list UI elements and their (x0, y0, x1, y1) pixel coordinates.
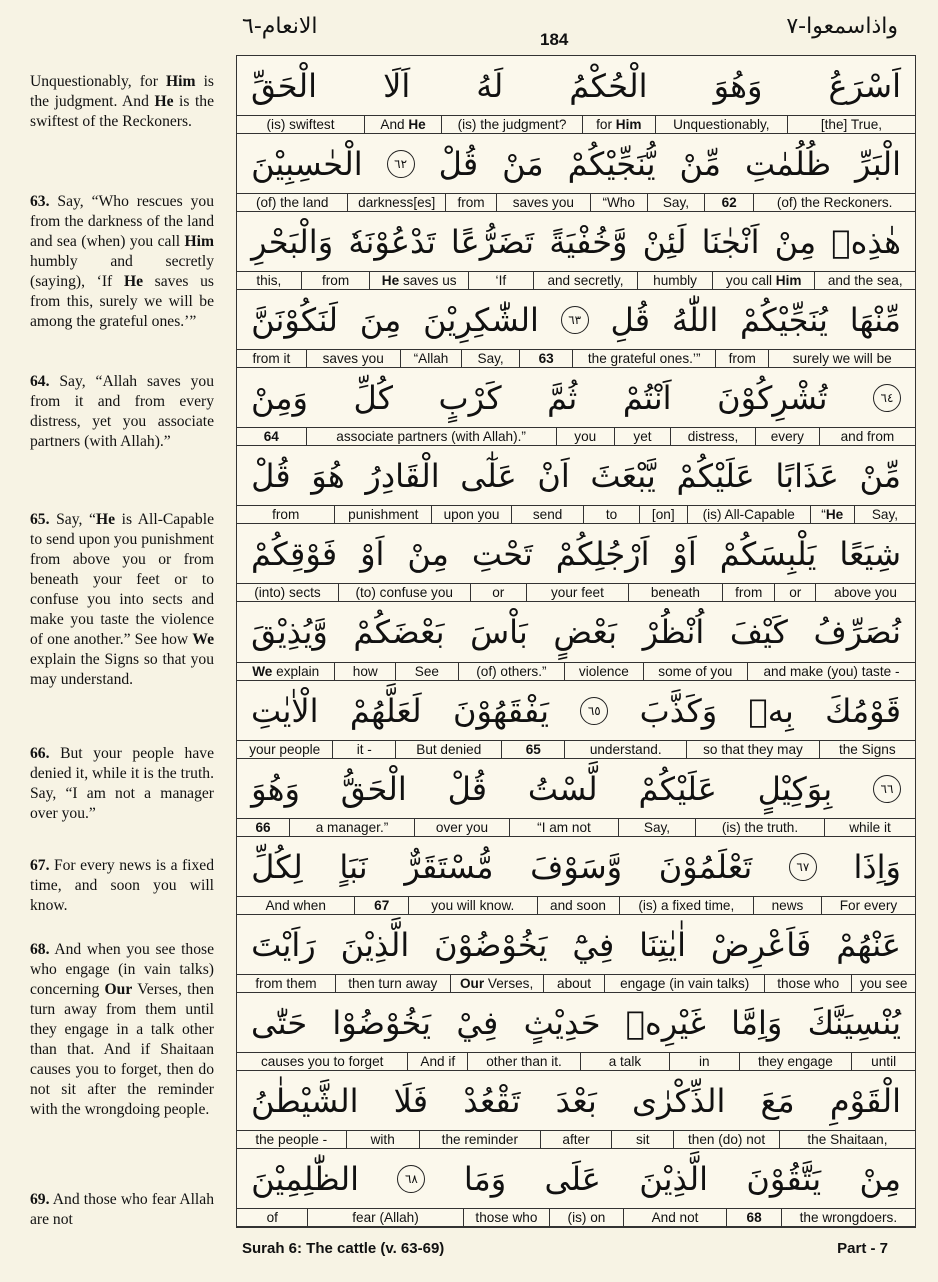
translation-cell: from (722, 584, 774, 601)
arabic-word: لَعَلَّهُمْ (349, 691, 422, 730)
arabic-line (237, 528, 915, 580)
arabic-line (237, 919, 915, 971)
verse-number: 67. (30, 857, 50, 874)
arabic-word: وَالْبَحْرِ (251, 223, 334, 262)
arabic-word: فَلَا (393, 1081, 429, 1120)
translation-cell: and secretly, (533, 272, 638, 289)
arabic-line (237, 606, 915, 658)
arabic-word: فِيْ (456, 1003, 499, 1042)
translation-line (237, 427, 915, 446)
verse-number-cell: 63 (519, 350, 573, 367)
arabic-word: مِّنْ (679, 145, 722, 184)
verse-number: 65. (30, 511, 50, 528)
translation-line (237, 818, 915, 837)
translation-cell: or (470, 584, 526, 601)
arabic-word: عَذَابًا (775, 457, 839, 496)
translation-cell: a talk (580, 1053, 669, 1070)
verse-marker: ٦٢ (387, 150, 415, 178)
translation-cell: with (346, 1131, 419, 1148)
arabic-word: الْحُكْمُ (569, 67, 648, 105)
verse-number-cell: 68 (726, 1209, 780, 1226)
arabic-word: كَيْفَ (729, 613, 788, 652)
verse-row (237, 1149, 915, 1227)
arabic-line (237, 763, 915, 815)
arabic-word: كُلِّ (353, 379, 393, 418)
translation-cell: the Signs (819, 741, 915, 758)
arabic-word: مِنَ (359, 301, 402, 340)
translation-cell: Unquestionably, (655, 116, 787, 133)
word-by-word-grid (236, 55, 916, 1228)
translation-cell: how (334, 663, 395, 680)
arabic-word: ظُلُمٰتِ (745, 145, 832, 184)
translation-cell: every (755, 428, 819, 445)
translation-cell: engage (in vain talks) (604, 975, 764, 992)
translation-cell: saves you (496, 194, 589, 211)
translation-cell: news (753, 897, 821, 914)
arabic-word: تَقْعُدْ (463, 1081, 521, 1120)
verse-number-cell: 66 (255, 819, 271, 835)
arabic-word: كَرْبٍ (438, 379, 502, 418)
verse-number-cell: 62 (704, 194, 753, 211)
translation-cell: beneath (628, 584, 722, 601)
translation-cell: ‘If (468, 272, 533, 289)
arabic-word: قَوْمُكَ (825, 691, 901, 730)
verse-row (237, 56, 915, 134)
arabic-word: اَرْجُلِكُمْ (555, 535, 650, 574)
translation-cell: “I am not (509, 819, 618, 836)
arabic-word: يُّنَجِّيْكُمْ (567, 145, 656, 184)
header-left-arabic: الانعام-٦ (242, 14, 318, 39)
translation-cell: you (556, 428, 614, 445)
arabic-word: يَفْقَهُوْنَ (452, 691, 549, 730)
translation-cell: your feet (526, 584, 628, 601)
translation-cell: associate partners (with Allah).” (306, 428, 556, 445)
arabic-word: قُلِ (610, 301, 651, 340)
arabic-word: عَلٰٓى (460, 457, 517, 496)
verse-row (237, 837, 915, 915)
translation-cell: it - (332, 741, 395, 758)
arabic-word: مِّنْهَا (849, 301, 901, 340)
translation-cell: those who (764, 975, 851, 992)
translation-line (237, 349, 915, 368)
translation-cell: you call Him (712, 272, 815, 289)
translation-cell: and the sea, (814, 272, 915, 289)
translation-cell: (is) on (549, 1209, 622, 1226)
translation-line (237, 974, 915, 993)
arabic-word: عَلَيْكُمْ (676, 457, 755, 496)
translation-cell: from it (252, 351, 291, 367)
arabic-word: اللّٰهُ (671, 301, 719, 340)
arabic-word: يَلْبِسَكُمْ (719, 535, 817, 574)
commentary-paragraph: 64. Say, “Allah saves you from it and from every distress, yet you associate partners (with Allah).” (30, 373, 214, 450)
arabic-word: نُصَرِّفُ (813, 613, 901, 652)
arabic-word: الْحَقِّ (251, 67, 317, 105)
translation-cell: you see (851, 975, 915, 992)
arabic-word: وَاِذَا (853, 847, 901, 886)
translation-cell: Say, (647, 194, 704, 211)
arabic-word: تُشْرِكُوْنَ (717, 379, 828, 418)
arabic-word: اَنْتُمْ (622, 379, 672, 418)
translation-cell: (is) All-Capable (687, 506, 810, 523)
translation-cell: saves you (306, 350, 400, 367)
translation-cell: you will know. (408, 897, 537, 914)
translation-cell: causes you to forget (260, 1053, 384, 1069)
translation-cell: some of you (643, 663, 747, 680)
translation-cell: “He (810, 506, 854, 523)
arabic-word: يَخُوْضُوْنَ (434, 925, 548, 964)
arabic-word: قُلْ (251, 457, 291, 496)
verse-row (237, 212, 915, 290)
arabic-line (237, 450, 915, 502)
translation-cell: (is) the truth. (695, 819, 824, 836)
arabic-word: الظّٰلِمِيْنَ (251, 1159, 360, 1198)
translation-line (237, 740, 915, 759)
translation-cell: And not (623, 1209, 727, 1226)
arabic-line (237, 841, 915, 893)
arabic-word: مِّنْ (859, 457, 901, 496)
translation-cell: other than it. (467, 1053, 580, 1070)
arabic-word: قُلْ (447, 769, 488, 808)
commentary-paragraph: 66. But your people have denied it, while it is the truth. Say, “I am not a manager over you.” (30, 745, 214, 822)
arabic-word: الذِّكْرٰى (631, 1081, 726, 1120)
translation-cell: distress, (670, 428, 755, 445)
arabic-word: مِنْ (407, 535, 449, 574)
arabic-word: غَيْرِهٖ (625, 1003, 706, 1042)
arabic-word: قُلْ (438, 145, 479, 184)
translation-cell: Say, (461, 350, 519, 367)
translation-cell: after (540, 1131, 611, 1148)
arabic-word: تَحْتِ (471, 535, 533, 574)
arabic-word: الْبَرِّ (855, 145, 901, 184)
arabic-word: بَعْضَكُمْ (353, 613, 445, 652)
arabic-word: هُوَ (311, 457, 345, 496)
verse-row (237, 1071, 915, 1149)
arabic-word: يَتَّقُوْنَ (746, 1159, 822, 1198)
arabic-word: الَّذِيْنَ (340, 925, 410, 964)
arabic-word: يَّبْعَثَ (590, 457, 656, 496)
verse-row (237, 759, 915, 837)
translation-cell: (of) others.” (458, 663, 564, 680)
translation-cell: (is) swiftest (266, 117, 335, 133)
arabic-word: اَنْ (537, 457, 570, 496)
arabic-word: رَاَيْتَ (251, 925, 316, 964)
translation-cell: sit (611, 1131, 673, 1148)
commentary-paragraph: 67. For every news is a fixed time, and soon you will know. (30, 857, 214, 914)
verse-row (237, 602, 915, 680)
arabic-word: وَاِمَّا (731, 1003, 783, 1042)
translation-cell: to (583, 506, 639, 523)
translation-cell: For every (821, 897, 915, 914)
verse-marker: ٦٦ (873, 775, 901, 803)
translation-line (237, 115, 915, 134)
translation-cell: they engage (739, 1053, 852, 1070)
arabic-word: اَوْ (672, 535, 697, 574)
arabic-word: وَمَا (463, 1159, 507, 1198)
verse-marker: ٦٧ (789, 853, 817, 881)
translation-line (237, 896, 915, 915)
arabic-word: وَكَذَّبَ (639, 691, 718, 730)
arabic-word: عَنْهُمْ (836, 925, 901, 964)
verse-number: 66. (30, 745, 50, 762)
translation-line (237, 1208, 915, 1227)
arabic-word: نَبَاٍ (339, 847, 368, 886)
arabic-word: مَنْ (502, 145, 544, 184)
translation-cell: And when (265, 897, 326, 913)
arabic-word: الَّذِيْنَ (639, 1159, 708, 1198)
translation-cell: until (851, 1053, 915, 1070)
translation-cell: the Shaitaan, (779, 1131, 915, 1148)
arabic-word: وَّسَوْفَ (530, 847, 623, 886)
verse-number: 68. (30, 941, 50, 958)
verse-row (237, 134, 915, 212)
arabic-word: عَلَى (544, 1159, 601, 1198)
translation-cell: See (395, 663, 458, 680)
verse-number: 64. (30, 373, 50, 390)
translation-cell: Our Verses, (450, 975, 543, 992)
translation-cell: (of) the land (255, 195, 329, 211)
translation-cell: “Allah (400, 350, 462, 367)
arabic-word: اٰيٰتِنَا (639, 925, 686, 964)
translation-cell: darkness[es] (347, 194, 444, 211)
translation-cell: understand. (564, 741, 686, 758)
arabic-word: بِوَكِيْلٍ (757, 769, 833, 808)
commentary-paragraph: 69. And those who fear Allah are not (30, 1191, 214, 1228)
arabic-word: لَنَكُوْنَنَّ (251, 301, 338, 340)
verse-row (237, 446, 915, 524)
verse-number: 69. (30, 1191, 50, 1208)
translation-cell: those who (463, 1209, 550, 1226)
translation-cell: a manager.” (289, 819, 414, 836)
translation-cell: (is) a fixed time, (619, 897, 754, 914)
arabic-word: مَعَ (760, 1081, 795, 1120)
arabic-word: يُنَجِّيْكُمْ (740, 301, 828, 340)
translation-cell: fear (Allah) (307, 1209, 462, 1226)
translation-cell: But denied (395, 741, 501, 758)
arabic-word: لَّسْتُ (527, 769, 598, 808)
translation-cell: then (do) not (673, 1131, 779, 1148)
arabic-word: الشّٰكِرِيْنَ (423, 301, 539, 340)
arabic-word: الْحَقُّ (340, 769, 407, 808)
translation-cell: And if (407, 1053, 467, 1070)
arabic-word: يَخُوْضُوْا (332, 1003, 432, 1042)
arabic-word: الشَّيْطٰنُ (251, 1081, 359, 1120)
arabic-line (237, 138, 915, 190)
header-right-arabic: واذاسمعوا-٧ (786, 14, 898, 39)
arabic-word: عَلَيْكُمْ (638, 769, 717, 808)
translation-cell: from them (255, 975, 317, 991)
commentary-paragraph: 65. Say, “He is All-Capable to send upon you punishment from above you or from beneath your feet or to confuse you into sects and make you taste the violence of one another.” See how We explain the Signs so that you may understand. (30, 511, 214, 688)
translation-cell: over you (414, 819, 509, 836)
translation-line (237, 583, 915, 602)
translation-cell: then turn away (335, 975, 450, 992)
arabic-word: بَاْسَ (470, 613, 528, 652)
translation-cell: violence (564, 663, 643, 680)
arabic-word: لِكُلِّ (251, 847, 303, 886)
arabic-word: وَهُوَ (713, 67, 763, 105)
arabic-word: فَوْقِكُمْ (251, 535, 338, 574)
arabic-word: شِيَعًا (839, 535, 901, 574)
arabic-word: الْاٰيٰتِ (251, 691, 319, 730)
translation-cell: Say, (854, 506, 915, 523)
translation-cell: so that they may (686, 741, 818, 758)
translation-line (237, 1052, 915, 1071)
translation-cell: punishment (334, 506, 431, 523)
arabic-word: يُنْسِيَنَّكَ (807, 1003, 901, 1042)
arabic-line (237, 1075, 915, 1127)
arabic-word: وَمِنْ (251, 379, 308, 418)
arabic-word: حَتّٰى (251, 1003, 308, 1042)
arabic-line (237, 294, 915, 346)
arabic-line (237, 372, 915, 424)
translation-cell: this, (256, 273, 282, 289)
commentary-paragraph: 63. Say, “Who rescues you from the darkness of the land and sea (when) you call Him humbly and secretly (saying), ‘If He saves us from this, surely we will be among the grateful ones.’” (30, 193, 214, 330)
translation-cell: yet (614, 428, 670, 445)
arabic-word: مِنْ (859, 1159, 901, 1198)
arabic-line (237, 60, 915, 112)
page-number: 184 (540, 30, 569, 49)
arabic-word: وَّخُفْيَةً (549, 223, 628, 262)
translation-cell: from (272, 507, 300, 523)
translation-cell: your people (249, 741, 321, 757)
translation-cell: from (715, 350, 769, 367)
arabic-word: اَوْ (360, 535, 385, 574)
verse-marker: ٦٣ (561, 306, 589, 334)
arabic-word: وَهُوَ (251, 769, 300, 808)
arabic-word: ثُمَّ (547, 379, 578, 418)
verse-number-cell: 65 (501, 741, 564, 758)
arabic-word: هٰذِهٖ (831, 223, 901, 262)
arabic-word: حَدِيْثٍ (523, 1003, 601, 1042)
translation-cell: (into) sects (254, 585, 321, 601)
translation-cell: the wrongdoers. (781, 1209, 915, 1226)
translation-cell: humbly (637, 272, 712, 289)
arabic-word: تَدْعُوْنَهٗ (348, 223, 436, 262)
arabic-word: تَعْلَمُوْنَ (658, 847, 753, 886)
translation-cell: And He (364, 116, 441, 133)
verse-number-cell: 67 (354, 897, 408, 914)
arabic-word: فَاَعْرِضْ (710, 925, 812, 964)
translation-cell: in (669, 1053, 739, 1070)
translation-cell: [the] True, (787, 116, 915, 133)
translation-cell: We explain (252, 663, 320, 679)
arabic-word: اَسْرَعُ (828, 67, 901, 105)
arabic-word: اَنْجٰنَا (701, 223, 760, 262)
translation-cell: the grateful ones.’” (572, 350, 715, 367)
arabic-line (237, 685, 915, 737)
translation-cell: or (774, 584, 815, 601)
arabic-word: وَّيُذِيْقَ (251, 613, 328, 652)
translation-cell: above you (815, 584, 915, 601)
arabic-word: لَئِنْ (642, 223, 687, 262)
verse-marker: ٦٨ (397, 1165, 425, 1193)
translation-cell: Say, (618, 819, 695, 836)
translation-cell: “Who (590, 194, 647, 211)
translation-cell: and make (you) taste - (747, 663, 915, 680)
arabic-word: بَعْدَ (555, 1081, 597, 1120)
verse-marker: ٦٤ (873, 384, 901, 412)
translation-cell: the people - (255, 1131, 328, 1147)
arabic-word: الْحٰسِبِيْنَ (251, 145, 363, 184)
translation-cell: from (301, 272, 370, 289)
verse-row (237, 368, 915, 446)
verse-row (237, 524, 915, 602)
commentary-paragraph: Unquestionably, for Him is the judgment. And He is the swiftest of the Reckoners. (30, 73, 215, 130)
translation-cell: (is) the judgment? (441, 116, 582, 133)
translation-cell: for Him (582, 116, 655, 133)
verse-marker: ٦٥ (580, 697, 608, 725)
arabic-word: فِيْٓ (572, 925, 615, 964)
translation-cell: (to) confuse you (338, 584, 470, 601)
translation-cell: send (511, 506, 583, 523)
verse-row (237, 681, 915, 759)
arabic-word: الْقَوْمِ (829, 1081, 901, 1120)
verse-number: 63. (30, 193, 50, 210)
translation-line (237, 505, 915, 524)
translation-cell: (of) the Reckoners. (753, 194, 915, 211)
arabic-word: تَضَرُّعًا (450, 223, 535, 262)
translation-cell: of (266, 1209, 278, 1225)
arabic-word: الْقَادِرُ (365, 457, 440, 496)
arabic-line (237, 1153, 915, 1205)
arabic-word: مِنْ (774, 223, 817, 262)
footer-surah: Surah 6: The cattle (v. 63-69) (242, 1240, 445, 1257)
translation-cell: about (543, 975, 605, 992)
translation-line (237, 271, 915, 290)
verse-number-cell: 64 (263, 429, 279, 445)
arabic-line (237, 997, 915, 1049)
translation-cell: while it (824, 819, 915, 836)
translation-line (237, 662, 915, 681)
arabic-word: مُّسْتَقَرٌّ (404, 847, 494, 886)
translation-cell: He saves us (369, 272, 468, 289)
verse-row (237, 290, 915, 368)
arabic-word: اَلَا (383, 67, 411, 105)
arabic-word: اُنْظُرْ (642, 613, 705, 652)
translation-cell: and from (819, 428, 915, 445)
verse-row (237, 915, 915, 993)
arabic-word: بَعْضٍ (553, 613, 617, 652)
arabic-word: لَهُ (476, 67, 504, 105)
translation-cell: surely we will be (768, 350, 915, 367)
translation-line (237, 1130, 915, 1149)
footer-part: Part - 7 (837, 1240, 888, 1257)
translation-cell: the reminder (419, 1131, 540, 1148)
translation-cell: upon you (431, 506, 511, 523)
translation-cell: and soon (537, 897, 619, 914)
translation-cell: [on] (639, 506, 687, 523)
translation-line (237, 193, 915, 212)
verse-row (237, 993, 915, 1071)
arabic-line (237, 216, 915, 268)
commentary-paragraph: 68. And when you see those who engage (in vain talks) concerning Our Verses, then turn away from them until they engage in a talk other than that. And if Shaitaan causes you to forget, then do not sit after the reminder with the wrongdoing people. (30, 941, 214, 1118)
arabic-word: بِهٖ (748, 691, 794, 730)
translation-cell: from (445, 194, 496, 211)
